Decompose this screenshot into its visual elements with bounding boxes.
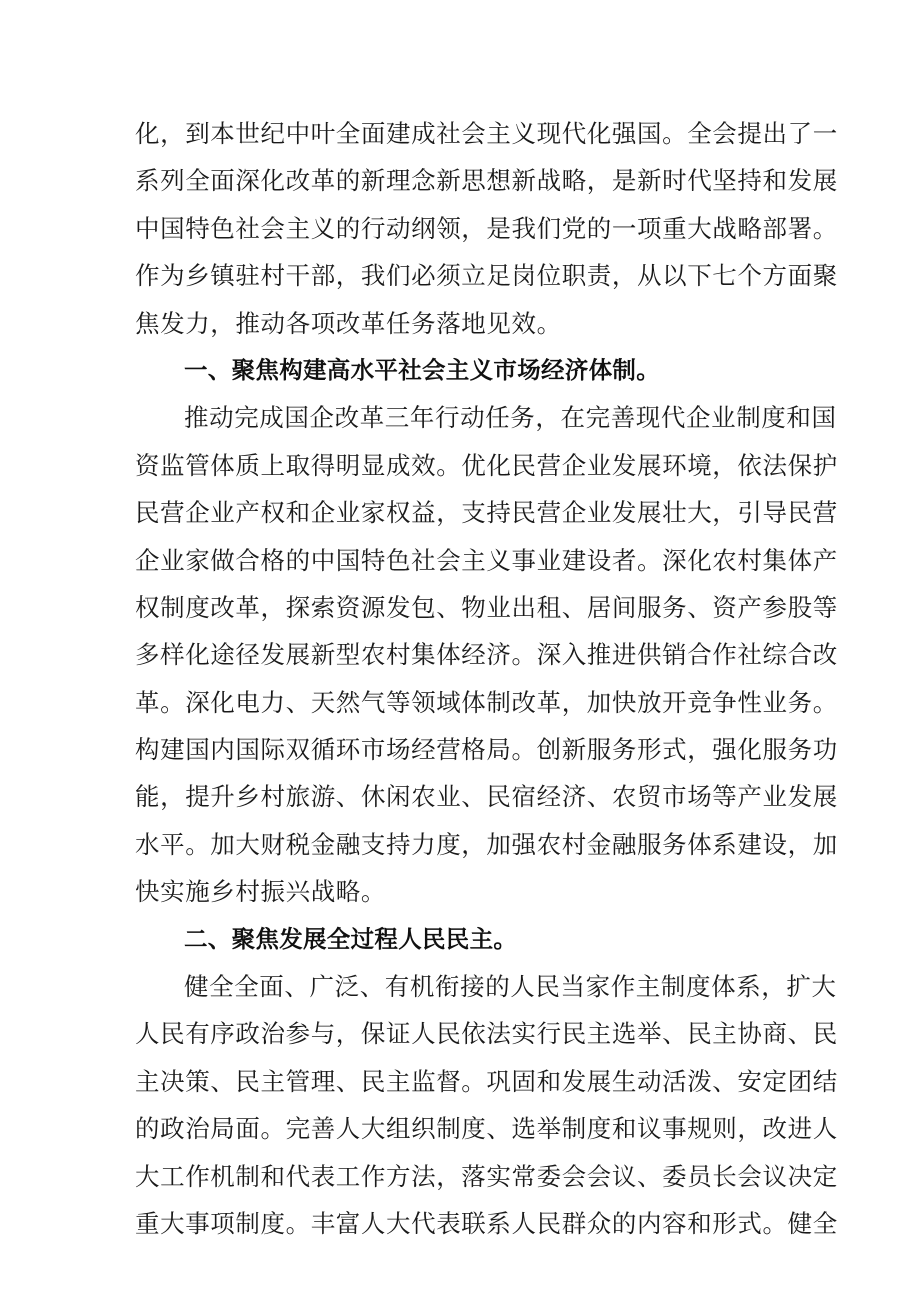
paragraph-line: 中国特色社会主义的行动纲领，是我们党的一项重大战略部署。: [135, 213, 838, 243]
paragraph-line: 重大事项制度。丰富人大代表联系人民群众的内容和形式。健全: [135, 1208, 838, 1238]
paragraph-line: 革。深化电力、天然气等领域体制改革，加快放开竞争性业务。: [135, 687, 838, 717]
intro-paragraph: [135, 110, 838, 347]
paragraph-line: 水平。加大财税金融支持力度，加强农村金融服务体系建设，加: [135, 829, 838, 859]
paragraph-line: 大工作机制和代表工作方法，落实常委会会议、委员长会议决定: [135, 1161, 838, 1191]
paragraph-line: 构建国内国际双循环市场经营格局。创新服务形式，强化服务功: [135, 735, 838, 765]
paragraph-line: 民营企业产权和企业家权益，支持民营企业发展壮大，引导民营: [135, 498, 838, 528]
paragraph-line: 主决策、民主管理、民主监督。巩固和发展生动活泼、安定团结: [135, 1066, 838, 1096]
paragraph-line: 权制度改革，探索资源发包、物业出租、居间服务、资产参股等: [135, 592, 838, 622]
paragraph-line: 焦发力，推动各项改革任务落地见效。: [135, 308, 562, 338]
document-body: [135, 110, 838, 1247]
paragraph-line: 快实施乡村振兴战略。: [135, 877, 386, 907]
paragraph-line: 的政治局面。完善人大组织制度、选举制度和议事规则，改进人: [135, 1114, 838, 1144]
section-heading-1: 一、聚焦构建高水平社会主义市场经济体制。: [184, 355, 660, 384]
section-heading-2: 二、聚焦发展全过程人民民主。: [184, 924, 518, 953]
paragraph-line: 能，提升乡村旅游、休闲农业、民宿经济、农贸市场等产业发展: [135, 782, 838, 812]
section-2-paragraph: [135, 963, 838, 1247]
paragraph-line: 推动完成国企改革三年行动任务，在完善现代企业制度和国: [184, 403, 837, 433]
paragraph-line: 多样化途径发展新型农村集体经济。深入推进供销合作社综合改: [135, 640, 838, 670]
paragraph-line: 化，到本世纪中叶全面建成社会主义现代化强国。全会提出了一: [135, 119, 838, 148]
paragraph-line: 系列全面深化改革的新理念新思想新战略，是新时代坚持和发展: [135, 166, 838, 196]
paragraph-line: 企业家做合格的中国特色社会主义事业建设者。深化农村集体产: [135, 545, 838, 575]
paragraph-line: 人民有序政治参与，保证人民依法实行民主选举、民主协商、民: [135, 1019, 838, 1049]
paragraph-line: 健全全面、广泛、有机衔接的人民当家作主制度体系，扩大: [184, 972, 837, 1002]
section-1-paragraph: [135, 394, 838, 915]
paragraph-line: 资监管体质上取得明显成效。优化民营企业发展环境，依法保护: [135, 450, 838, 480]
paragraph-line: 作为乡镇驻村干部，我们必须立足岗位职责，从以下七个方面聚: [135, 261, 838, 291]
